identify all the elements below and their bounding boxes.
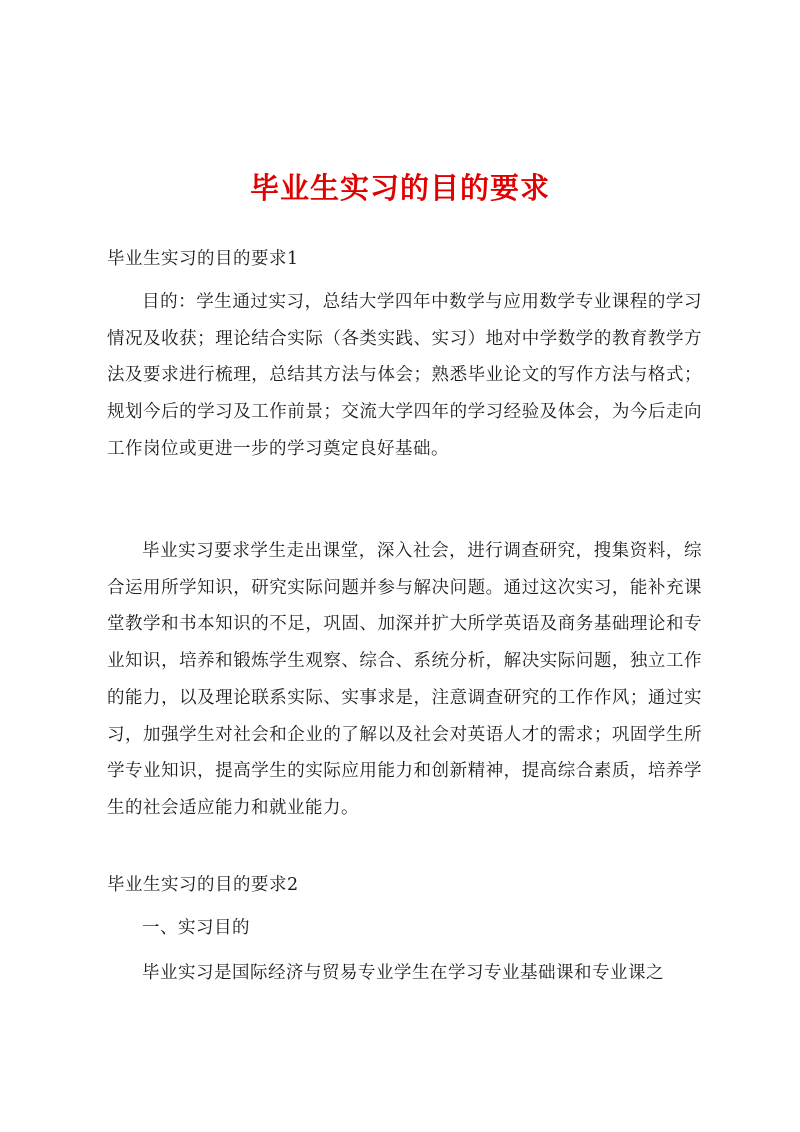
document-title: 毕业生实习的目的要求: [249, 171, 550, 205]
section-1-paragraph-1: 目的：学生通过实习，总结大学四年中数学与应用数学专业课程的学习情况及收获；理论结合实际（各类实践、实习）地对中学数学的教育教学方法及要求进行梳理，总结其方法与体会；熟悉毕业论文的写作方法与格式；规划今后的学习及工作前景；交流大学四年的学习经验及体会，为今后走向工作岗位或更进一步的学习奠定良好基础。: [107, 292, 702, 459]
section-2-paragraph-1: 毕业实习是国际经济与贸易专业学生在学习专业基础课和专业课之: [142, 963, 664, 983]
section-2-subheading: 一、实习目的: [142, 918, 250, 938]
section-1-heading: 毕业生实习的目的要求1: [107, 249, 299, 269]
section-1-paragraph-2: 毕业实习要求学生走出课堂，深入社会，进行调查研究，搜集资料，综合运用所学知识，研究实际问题并参与解决问题。通过这次实习，能补充课堂教学和书本知识的不足，巩固、加深并扩大所学英语及商务基础理论和专业知识，培养和锻炼学生观察、综合、系统分析，解决实际问题，独立工作的能力，以及理论联系实际、实事求是，注意调查研究的工作作风；通过实习，加强学生对社会和企业的了解以及社会对英语人才的需求；巩固学生所学专业知识，提高学生的实际应用能力和创新精神，提高综合素质，培养学生的社会适应能力和就业能力。: [107, 541, 702, 818]
section-2-heading: 毕业生实习的目的要求2: [107, 875, 299, 895]
